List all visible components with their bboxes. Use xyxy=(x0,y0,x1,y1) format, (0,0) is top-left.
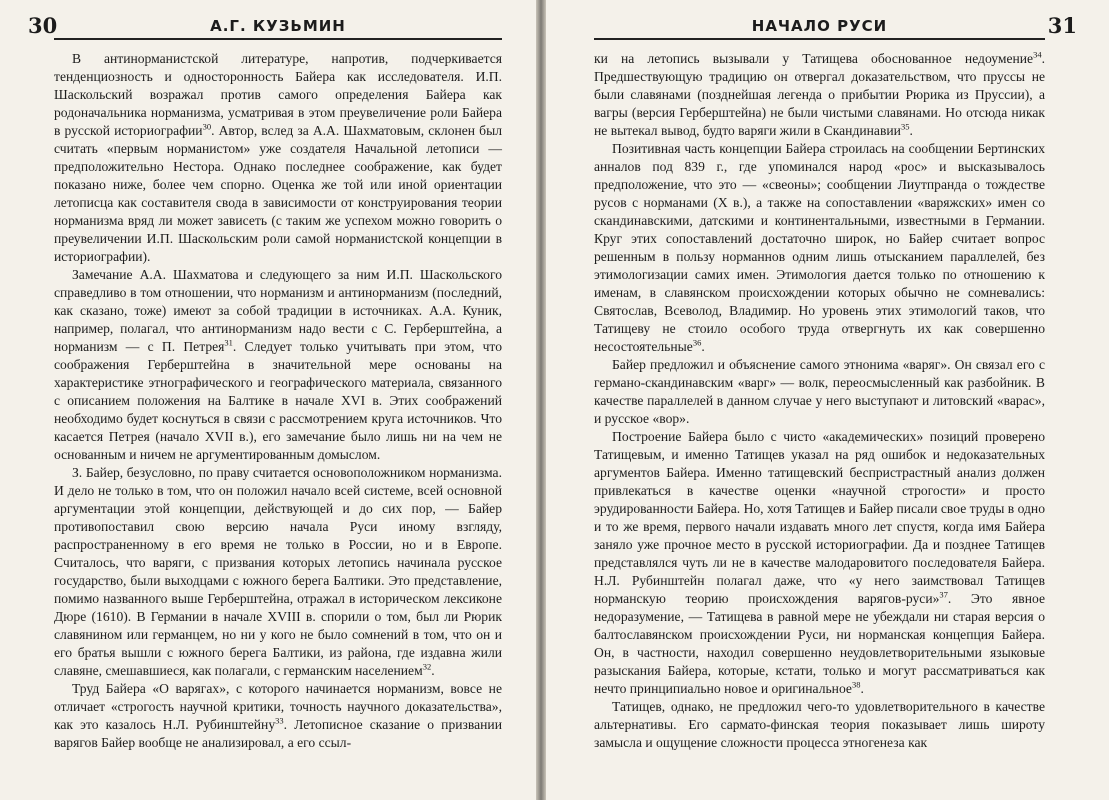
text-run: З. Байер, безусловно, по праву считается основоположником норманизма. И дело не только в том, что он положил начало всей системе, всей основной аргументации этой концепции, действующей и до сих пор, — Байер противопоставил свою версию начала Руси иному взгляду, распространенному в его время не только в России, но и в Европе. Считалось, что варяги, с призвания которых летопись начинала русское государство, были выходцами с южного берега Балтики. Это представление, помимо названного выше Герберштейна, отражал в историческом лексиконе Дюре (1610). В Германии в начале XVIII в. спорили о том, был ли Рюрик славянином или германцем, но ни у кого не было сомнений в том, что он и его братья вышли с южного берега Балтики, из района, где издавна жили славяне, смешавшиеся, как полагали, с германским населением xyxy=(54,465,502,678)
text-run: . Следует только учитывать при этом, что соображения Герберштейна в значительной мере основаны на характеристике этнографического и географического материала, связанного с описанием положения на Балтике в начале XVI в. Этих соображений необходимо будет коснуться в связи с рассмотрением круга источников. Что касается Петрея (начало XVII в.), его замечание было лишь ни на чем не основанным и ничем не аргументированным домыслом. xyxy=(54,339,502,462)
running-title: А.Г. КУЗЬМИН xyxy=(210,17,346,35)
left-running-head xyxy=(28,13,502,40)
page-number: 30 xyxy=(28,13,58,38)
book-gutter xyxy=(536,0,546,800)
text-run: . xyxy=(431,663,435,678)
paragraph xyxy=(54,680,502,752)
footnote-marker: 31 xyxy=(224,337,233,348)
text-run: Труд Байера «О варягах», с которого начинается норманизм, вовсе не отличает «строгость научной критики, точность научного доказательства», как это казалось Н.Л. Рубинштейну xyxy=(54,681,502,732)
text-run: . xyxy=(701,339,705,354)
footnote-marker: 37 xyxy=(939,589,948,600)
right-running-head xyxy=(594,13,1077,40)
text-run: . Предшествующую традицию он отвергал доказательством, что пруссы не были славянами (позднейшая легенда о прибытии Рюрика из Пруссии), а вагры (версия Герберштейна) не были чистыми славянами. Но отсюда никак не вытекал вывод, будто варяги жили в Скандинавии xyxy=(594,51,1045,138)
paragraph xyxy=(594,428,1045,698)
footnote-marker: 36 xyxy=(692,337,702,348)
text-run: . Автор, вслед за А.А. Шахматовым, склонен был считать «первым норманистом» уже создателя Начальной летописи — предположительно Нестора. Однако последнее соображение, как будет показано ниже, более чем спорно. Оценка же той или иной ориентации летописца как составителя свода в зависимости от конструирования теории норманизма вряд ли может зависеть (с таким же успехом можно говорить о преувеличении И.П. Шаскольским роли самой норманистской концепции в историографии). xyxy=(54,123,502,264)
paragraph xyxy=(594,50,1045,140)
footnote-marker: 32 xyxy=(422,661,432,672)
text-run: Замечание А.А. Шахматова и следующего за ним И.П. Шаскольского справедливо в том отношении, что норманизм и антинорманизм (последний, как сказано, тоже) имеют за собой традиции в источниках. А.А. Куник, например, полагал, что антинорманизм надо вести с С. Герберштейна, а норманизм — с П. Петрея xyxy=(54,267,502,354)
text-run: . xyxy=(860,681,864,696)
right-page-text xyxy=(594,50,1045,752)
text-run: . xyxy=(909,123,913,138)
text-run: . Это явное недоразумение, — Татищева в равной мере не убеждали ни старая версия о балтославянском происхождении Руси, ни норманская концепция Байера. Он, в частности, находил совершенно неудовлетворительными языковые разыскания Байера, которые, кстати, только и могут рассматриваться как нечто принципиально новое и оригинальное xyxy=(594,591,1045,696)
running-title: НАЧАЛО РУСИ xyxy=(751,17,888,35)
footnote-marker: 30 xyxy=(202,121,212,132)
text-run: В антинорманистской литературе, напротив, подчеркивается тенденциозность и односторонность Байера как исследователя. И.П. Шаскольский возражал против самого определения Байера как родоначальника норманизма, усматривая в этом преувеличение роли Байера в русской историографии xyxy=(54,51,502,138)
text-run: Построение Байера было с чисто «академических» позиций проверено Татищевым, и именно Татищев указал на ряд ошибок и недоказательных аргументов Байера. Именно татищевский беспристрастный анализ должен привлекаться в качестве оценки «научной строгости» и просто эрудированности Байера. Но, хотя Татищев и Байер писали свое труды в одно и то же время, первого начали издавать много лет спустя, когда имя Байера заняло уже прочное место в русской историографии. Да и позднее Татищев представлялся чуть ли не в качестве малодаровитого последователя Байера. Н.Л. Рубинштейн полагал даже, что «у него заимствовал Татищев норманскую теорию происхождения варягов-руси» xyxy=(594,429,1045,606)
paragraph xyxy=(594,356,1045,428)
paragraph xyxy=(54,464,502,680)
footnote-marker: 35 xyxy=(900,121,910,132)
text-run: Байер предложил и объяснение самого этнонима «варяг». Он связал его с германо-скандинавским «варг» — волк, переосмысленный как разбойник. В качестве параллелей в данном случае у него выступают и литовский «варас», и русское «вор». xyxy=(594,357,1045,426)
paragraph xyxy=(594,140,1045,356)
page-number: 31 xyxy=(1047,13,1077,38)
footnote-marker: 34 xyxy=(1033,49,1042,60)
left-page-text xyxy=(54,50,502,752)
paragraph xyxy=(54,266,502,464)
text-run: Татищев, однако, не предложил чего-то удовлетворительного в качестве альтернативы. Его сармато-финская теория показывает лишь широту замысла и ощущение сложности процесса этногенеза как xyxy=(594,699,1045,750)
paragraph xyxy=(54,50,502,266)
text-run: ки на летопись вызывали у Татищева обоснованное недоумение xyxy=(594,51,1034,66)
text-run: Позитивная часть концепции Байера строилась на сообщении Бертинских анналов под 839 г., где упоминался народ «рос» и высказывалось предположение, что это — «свеоны»; сообщении Лиутпранда о тождестве русов с норманами (X в.), а также на сопоставлении «варяжских» имен со скандинавскими, датскими и континентальными, известными в Германии. Круг этих сопоставлений достаточно широк, но Байер считает вопрос решенным в пользу норманнов одним лишь отысканием параллелей, без этимологизации самих имен. Этимология дается только по отношению к именам, в славянском происхождении которых обычно не сомневались: Святослав, Всеволод, Владимир. Но уровень этих этимологий таков, что Татищеву не стоило особого труда отвергнуть их как совершенно несостоятельные xyxy=(594,141,1045,354)
text-run: . Летописное сказание о призвании варягов Байер вообще не анализировал, а его ссыл- xyxy=(54,717,502,750)
right-page xyxy=(546,0,1109,800)
footnote-marker: 38 xyxy=(851,679,861,690)
left-page xyxy=(0,0,536,800)
paragraph xyxy=(594,698,1045,752)
footnote-marker: 33 xyxy=(275,715,284,726)
